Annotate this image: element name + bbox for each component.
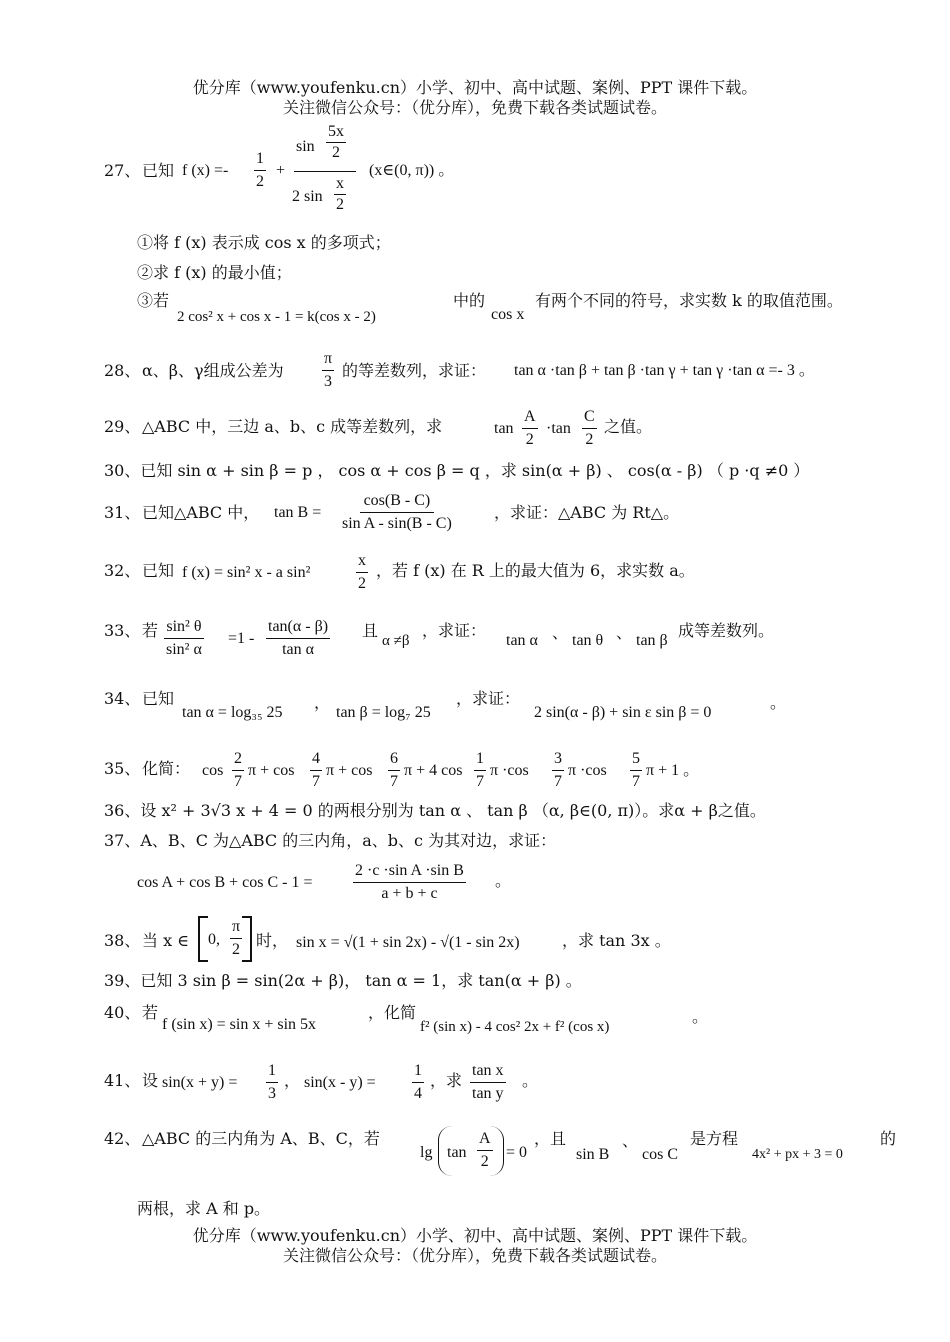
question-number: 41、 — [104, 1071, 141, 1090]
denominator: 7 — [312, 773, 320, 790]
fraction-4-7 — [310, 748, 322, 793]
question-number: 33、 — [104, 621, 141, 640]
question-text: A、B、C 为△ABC 的三内角，a、b、c 为其对边，求证： — [140, 831, 557, 850]
fraction-numerator: 1 — [254, 148, 266, 171]
question-37 — [104, 830, 556, 852]
bracket-corner — [200, 916, 208, 918]
period: 。 — [692, 1007, 709, 1026]
fraction-2-7 — [232, 748, 244, 793]
question-text: ，求 tan 3x 。 — [562, 931, 671, 950]
question-text: ，若 f (x) 在 R 上的最大值为 6，求实数 a。 — [376, 561, 695, 580]
cos-x: cos x — [491, 306, 525, 323]
sin-text: 2 sin — [292, 188, 323, 205]
cos-text: cos — [202, 762, 224, 779]
big-fraction-numerator — [294, 122, 356, 172]
question-text: 化简： — [142, 759, 191, 778]
denominator: 2 — [358, 575, 366, 592]
question-text: ，求证： — [456, 689, 521, 708]
big-fraction — [294, 122, 356, 222]
text: 有两个不同的符号，求实数 k 的取值范围。 — [535, 291, 843, 310]
question-number: 40、 — [104, 1003, 141, 1022]
equation: sin(x - y) = — [304, 1074, 376, 1091]
question-text: 已知 — [142, 161, 175, 180]
question-33 — [104, 612, 904, 666]
question-30 — [104, 460, 809, 482]
question-number: 34、 — [104, 689, 141, 708]
fraction-tan — [470, 1060, 506, 1105]
equation: 2 cos² x + cos x - 1 = k(cos x - 2) — [177, 309, 376, 325]
math-text: π + 1 。 — [646, 762, 700, 779]
question-number: 30、 — [104, 461, 141, 480]
numerator: tan x — [470, 1060, 506, 1083]
denominator: a + b + c — [381, 885, 438, 902]
question-text: ，化简 — [368, 1003, 417, 1022]
tan-text: tan — [447, 1144, 467, 1161]
denominator: sin A - sin(B - C) — [342, 515, 452, 532]
question-number: 42、 — [104, 1129, 141, 1148]
question-38 — [104, 914, 904, 966]
question-number: 36、 — [104, 801, 141, 820]
numerator: 1 — [412, 1060, 424, 1083]
equals: =1 - — [228, 630, 255, 647]
separator: 、 — [552, 623, 569, 642]
equation: tan α = log₃₅ 25 — [182, 704, 283, 721]
denominator: 3 — [268, 1085, 276, 1102]
question-text: ，求 — [430, 1071, 463, 1090]
question-36 — [104, 800, 766, 822]
fraction-1-7 — [474, 748, 486, 793]
cos-text: π + cos — [248, 762, 295, 779]
numerator: 6 — [388, 748, 400, 771]
header-line-1: 优分库（www.youfenku.cn）小学、初中、高中试题、案例、PPT 课件下载。 — [192, 78, 758, 97]
question-text: 的等差数列，求证： — [342, 361, 487, 380]
question-text: ，求证：△ABC 为 Rt△。 — [494, 503, 680, 522]
numerator: 1 — [266, 1060, 278, 1083]
denominator: 2 — [525, 431, 534, 448]
question-number: 32、 — [104, 561, 141, 580]
numerator: tan(α - β) — [266, 616, 330, 639]
equation: sin(x + y) = — [162, 1074, 238, 1091]
text: 中的 — [453, 291, 486, 310]
quadratic-equation: 4x² + px + 3 = 0 — [752, 1147, 843, 1162]
question-number: 39、 — [104, 971, 141, 990]
numerator: 4 — [310, 748, 322, 771]
numerator: A — [522, 406, 538, 429]
question-text: 若 — [142, 1003, 159, 1022]
fraction-A-2 — [477, 1128, 493, 1173]
question-text: 已知 sin α + sin β = p ， cos α + cos β = q ，求 sin(α + β) 、 cos(α - β) （ p ·q ≠0 ） — [140, 461, 810, 480]
question-text: 已知 3 sin β = sin(2α + β)， tan α = 1，求 tan(α + β) 。 — [140, 971, 582, 990]
denominator: 7 — [390, 773, 398, 790]
question-text: △ABC 中，三边 a、b、c 成等差数列，求 — [142, 417, 443, 436]
question-text: 之值。 — [604, 417, 653, 436]
tan-b: tan B = — [274, 504, 322, 521]
period: 。 — [495, 871, 512, 890]
footer-line-2: 关注微信公众号：（优分库），免费下载各类试题试卷。 — [282, 1246, 667, 1265]
numerator: 3 — [552, 748, 564, 771]
numerator: 1 — [474, 748, 486, 771]
fraction — [353, 860, 466, 905]
numerator: cos(B - C) — [360, 490, 435, 513]
fraction-3-7 — [552, 748, 564, 793]
fraction-denominator: 2 — [256, 173, 264, 190]
inner-fraction — [334, 174, 346, 215]
period: 。 — [770, 693, 787, 712]
question-text: 是方程 — [690, 1129, 739, 1148]
numerator: 5 — [630, 748, 642, 771]
question-32 — [104, 548, 904, 598]
sin-b: sin B — [576, 1146, 610, 1163]
fraction-half — [254, 148, 266, 193]
tan-text: ·tan — [546, 420, 571, 437]
question-text: 当 x ∈ — [142, 931, 190, 950]
question-28 — [104, 348, 904, 396]
equation: tan α ·tan β + tan β ·tan γ + tan γ ·tan α =- 3 。 — [514, 362, 815, 379]
question-31 — [104, 488, 904, 540]
separator: ， — [314, 693, 331, 712]
bracket-corner — [242, 960, 250, 962]
question-text: ，求证： — [422, 621, 487, 640]
fraction-1-4 — [412, 1060, 424, 1105]
bracket-corner — [242, 916, 250, 918]
question-42 — [104, 1122, 904, 1182]
interval-bracket — [198, 916, 252, 962]
numerator: C — [582, 406, 597, 429]
numerator: x — [356, 550, 368, 573]
question-number: 31、 — [104, 503, 141, 522]
question-number: 37、 — [104, 831, 141, 850]
fraction-5-7 — [630, 748, 642, 793]
tan-beta: tan β — [636, 632, 668, 649]
parentheses — [438, 1126, 504, 1176]
denominator: 7 — [554, 773, 562, 790]
question-text: ，且 — [534, 1129, 567, 1148]
fraction-x-2 — [356, 550, 368, 595]
lg-text: lg — [420, 1144, 433, 1161]
sin-text: sin — [296, 138, 315, 155]
denominator: 2 — [585, 431, 594, 448]
question-text: 且 — [362, 621, 379, 640]
q37-equation — [137, 856, 737, 908]
question-number: 28、 — [104, 361, 141, 380]
equation: f (sin x) = sin x + sin 5x — [162, 1016, 317, 1033]
q27-sub-1: ①将 f (x) 表示成 cos x 的多项式； — [137, 233, 391, 252]
question-text: 已知 — [142, 689, 175, 708]
interval-start: 0, — [208, 931, 220, 948]
question-34 — [104, 684, 904, 724]
numerator: 2 — [232, 748, 244, 771]
fraction-C-2 — [582, 406, 597, 451]
question-text: 时， — [256, 931, 289, 950]
function-expression: f (x) =- — [182, 162, 229, 179]
equation: 2 sin(α - β) + sin ε sin β = 0 — [534, 704, 712, 721]
fraction-pi-3 — [322, 348, 334, 393]
text: ③若 — [137, 291, 170, 310]
bracket-corner — [200, 960, 208, 962]
question-text: 已知△ABC 中， — [142, 503, 260, 522]
plus-sign: + — [276, 162, 286, 179]
question-text: 已知 — [142, 561, 175, 580]
separator: 、 — [616, 623, 633, 642]
question-text: 设 x² + 3√3 x + 4 = 0 的两根分别为 tan α 、 tan β （α, β∈(0, π)）。求α + β之值。 — [140, 801, 766, 820]
cos-text: π ·cos — [568, 762, 607, 779]
question-number: 35、 — [104, 759, 141, 778]
function-expression: f (x) = sin² x - a sin² — [182, 564, 311, 581]
question-text: α、β、γ组成公差为 — [142, 361, 284, 380]
fraction — [340, 490, 454, 535]
period: 。 — [522, 1071, 539, 1090]
fraction-tan — [266, 616, 330, 661]
fraction-pi-2 — [230, 916, 242, 961]
equation: sin x = √(1 + sin 2x) - √(1 - sin 2x) — [296, 934, 520, 951]
inner-numerator: x — [334, 174, 346, 195]
separator: ， — [284, 1071, 301, 1090]
cos-text: π + 4 cos — [404, 762, 463, 779]
question-text: 的 — [880, 1129, 897, 1148]
equation: tan β = log₇ 25 — [336, 704, 431, 721]
fraction-6-7 — [388, 748, 400, 793]
inner-numerator: 5x — [326, 122, 346, 143]
denominator: 7 — [234, 773, 242, 790]
inner-denominator: 2 — [336, 196, 344, 213]
numerator: π — [230, 916, 242, 939]
fraction-A-2 — [522, 406, 538, 451]
footer-line-1: 优分库（www.youfenku.cn）小学、初中、高中试题、案例、PPT 课件下载。 — [192, 1226, 758, 1245]
condition: α ≠β — [382, 633, 410, 649]
cos-c: cos C — [642, 1146, 678, 1163]
question-text: 成等差数列。 — [678, 621, 775, 640]
inner-denominator: 2 — [332, 144, 340, 161]
question-29 — [104, 404, 904, 454]
denominator: 4 — [414, 1085, 422, 1102]
denominator: 7 — [632, 773, 640, 790]
denominator: 2 — [232, 941, 241, 958]
question-text: 设 — [142, 1071, 159, 1090]
question-number: 29、 — [104, 417, 141, 436]
separator: 、 — [622, 1131, 639, 1150]
tan-alpha: tan α — [506, 632, 538, 649]
tan-text: tan — [494, 420, 514, 437]
equation-lhs: cos A + cos B + cos C - 1 = — [137, 874, 313, 891]
cos-text: π ·cos — [490, 762, 529, 779]
fraction-1-3 — [266, 1060, 278, 1105]
numerator: 2 ·c ·sin A ·sin B — [353, 860, 466, 883]
denominator: 2 — [480, 1153, 489, 1170]
question-number: 27、 — [104, 161, 141, 180]
question-39 — [104, 970, 582, 992]
header-line-2: 关注微信公众号：（优分库），免费下载各类试题试卷。 — [282, 98, 667, 117]
domain-text: (x∈(0, π)) 。 — [369, 162, 455, 179]
big-fraction-denominator — [294, 172, 356, 222]
question-text: △ABC 的三内角为 A、B、C，若 — [142, 1129, 380, 1148]
denominator: tan y — [472, 1085, 504, 1102]
q42-line-2: 两根，求 A 和 p。 — [137, 1199, 271, 1218]
numerator: π — [322, 348, 334, 371]
denominator: sin² α — [166, 641, 202, 658]
denominator: 3 — [324, 373, 333, 390]
question-35 — [104, 744, 904, 794]
inner-fraction — [326, 122, 346, 163]
tan-theta: tan θ — [572, 632, 604, 649]
question-40 — [104, 1000, 904, 1042]
question-text: 若 — [142, 621, 159, 640]
equals-zero: = 0 — [506, 1144, 528, 1161]
denominator: tan α — [282, 641, 314, 658]
expression: f² (sin x) - 4 cos² 2x + f² (cos x) — [420, 1019, 610, 1035]
fraction-sin — [164, 616, 204, 661]
cos-text: π + cos — [326, 762, 373, 779]
numerator: A — [477, 1128, 493, 1151]
question-41 — [104, 1058, 904, 1110]
question-number: 38、 — [104, 931, 141, 950]
numerator: sin² θ — [164, 616, 203, 639]
q27-sub-3 — [137, 290, 917, 330]
q27-sub-2: ②求 f (x) 的最小值； — [137, 263, 292, 282]
denominator: 7 — [476, 773, 484, 790]
